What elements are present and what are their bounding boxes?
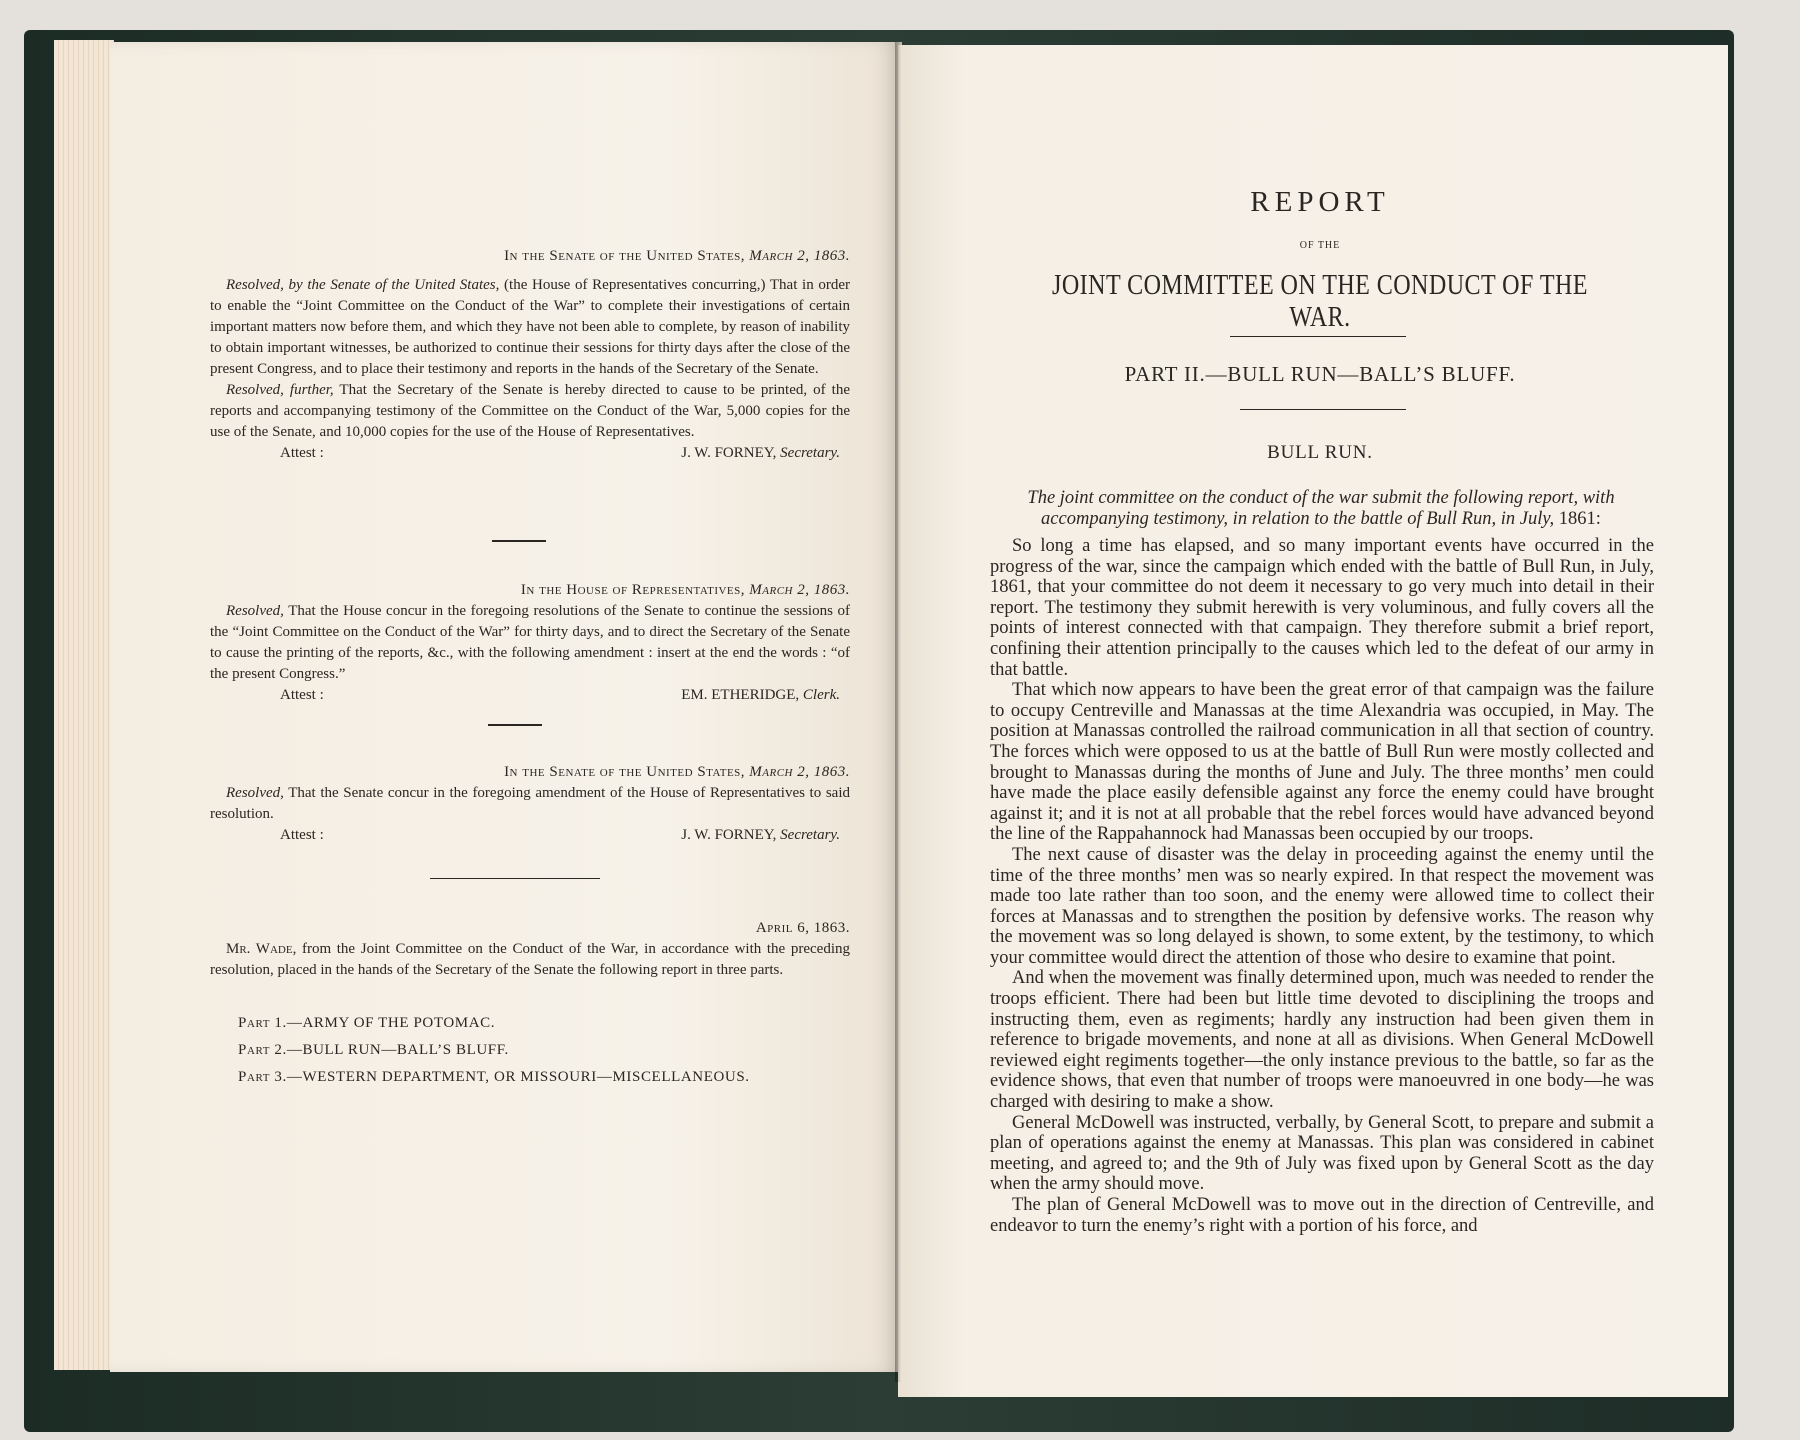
senate-attest: Attest : <box>280 445 324 461</box>
book-spine <box>895 42 901 1382</box>
concur-signature-title: Secretary. <box>780 827 840 843</box>
divider-2 <box>488 724 542 726</box>
house-attest: Attest : <box>280 687 324 703</box>
senate-signature-title: Secretary. <box>780 445 840 461</box>
senate-para2: That the Secretary of the Senate is hereby directed to cause to be printed, of the reports and accompanying testimony of the Committee on the Conduct of the War, 5,000 copies for the use of the Senate, and 10,000 copies for the use of the House of Representatives. <box>210 382 850 440</box>
house-resolution <box>210 580 850 706</box>
part-item <box>238 1064 750 1091</box>
concur-para: That the Senate concur in the foregoing amendment of the House of Representatives to said resolution. <box>210 785 850 822</box>
report-body <box>990 536 1654 1236</box>
senate-concur <box>210 762 850 846</box>
body-paragraph: That which now appears to have been the great error of that campaign was the failure to occupy Centreville and Manassas at the time Alexandria was occupied, in May. The position at Manassas controlled the railroad communication in all that section of country. The forces which were opposed to us at the battle of Bull Run were mostly collected and brought to Manassas during the months of June and July. The three months’ men could have made the place easily defensible against any force the enemy could have brought against it; and it is not at all probable that the rebel forces would have advanced beyond the line of the Rappahannock had Manassas been occupied by our troops. <box>990 680 1654 845</box>
parts-list <box>238 1010 750 1091</box>
part-item <box>238 1010 750 1037</box>
concur-attest-line <box>210 825 850 846</box>
report-title: REPORT <box>1250 186 1390 218</box>
body-paragraph: And when the movement was finally determined upon, much was needed to render the troops efficient. There had been but little time devoted to disciplining the troops and instructing them, even as regiments; hardly any instruction had been given them in reference to brigade movements, and none at all as divisions. When General McDowell reviewed eight regiments together—the only instance previous to the battle, so far as the evidence shows, that even that number of troops were manoeuvred in one body—he was charged with desiring to make a show. <box>990 968 1654 1113</box>
part-label: Part 3. <box>238 1069 287 1085</box>
body-paragraph: So long a time has elapsed, and so many important events have occurred in the progress of the war, since the campaign which ended with the battle of Bull Run, in July, 1861, that your committee do not deem it necessary to go very much into detail in their report. The testimony they submit herewith is very voluminous, and fully covers all the points of interest connected with that campaign. They therefore submit a brief report, confining their attention principally to the causes which led to the defeat of our army in that battle. <box>990 536 1654 680</box>
senate-para2-lead: Resolved, further, <box>226 382 334 398</box>
report-of-the: OF THE <box>1299 240 1341 251</box>
title-rule-2 <box>1240 409 1406 410</box>
wade-statement <box>210 918 850 981</box>
intro-year: 1861: <box>1558 509 1601 529</box>
house-signature-title: Clerk. <box>802 687 840 703</box>
wade-name: Mr. Wade, <box>226 941 297 957</box>
intro-text: The joint committee on the conduct of the war submit the following report, with accompanying testimony, in relation to the battle of Bull Run, in July, <box>1027 488 1615 529</box>
part-label: Part 2. <box>238 1042 287 1058</box>
senate-dateline: In the Senate of the United States, <box>504 248 746 264</box>
concur-attest: Attest : <box>280 827 324 843</box>
concur-para-lead: Resolved, <box>226 785 284 801</box>
part-title: —ARMY OF THE POTOMAC. <box>286 1015 496 1031</box>
concur-date: March 2, 1863. <box>749 764 850 780</box>
committee-title: JOINT COMMITTEE ON THE CONDUCT OF THE WAR. <box>1052 270 1588 333</box>
body-paragraph: The plan of General McDowell was to move out in the direction of Centreville, and endeavor to turn the enemy’s right with a portion of his force, and <box>990 1195 1654 1236</box>
senate-attest-line <box>210 443 850 464</box>
house-para: That the House concur in the foregoing resolutions of the Senate to continue the sessions of the “Joint Committee on the Conduct of the War” for thirty days, and to direct the Secretary of the Senate to cause the printing of the reports, &c., with the following amendment : insert at the end the words : “of the present Congress.” <box>210 603 850 682</box>
house-para-lead: Resolved, <box>226 603 284 619</box>
part-label: Part 1. <box>238 1015 287 1031</box>
senate-date: March 2, 1863. <box>749 248 850 264</box>
concur-signature: J. W. FORNEY, <box>681 827 777 843</box>
part-title: —WESTERN DEPARTMENT, OR MISSOURI—MISCELLANEOUS. <box>286 1069 750 1085</box>
part-heading: PART II.—BULL RUN—BALL’S BLUFF. <box>1124 362 1516 386</box>
body-paragraph: General McDowell was instructed, verbally, by General Scott, to prepare and submit a plan of operations against the enemy at Manassas. This plan was considered in cabinet meeting, and agreed to; and the 9th of July was fixed upon by General Scott as the day when the army should move. <box>990 1112 1654 1195</box>
house-signature: EM. ETHERIDGE, <box>681 687 800 703</box>
concur-dateline: In the Senate of the United States, <box>504 764 746 780</box>
title-rule-1 <box>1230 336 1406 337</box>
senate-para1: (the House of Representatives concurring,) That in order to enable the “Joint Committee on the Conduct of the War” to complete their investigations of certain important matters now before them, and which they have not been able to complete, by reason of inability to obtain important witnesses, be authorized to continue their sessions for thirty days after the close of the present Congress, and to place their testimony and reports in the hands of the Secretary of the Senate. <box>210 277 851 377</box>
divider-1 <box>492 540 546 542</box>
senate-signature: J. W. FORNEY, <box>681 445 777 461</box>
part-item <box>238 1037 750 1064</box>
house-date: March 2, 1863. <box>749 582 850 598</box>
section-heading: BULL RUN. <box>1267 442 1373 463</box>
house-dateline: In the House of Representatives, <box>520 582 746 598</box>
divider-3 <box>430 878 600 879</box>
part-title: —BULL RUN—BALL’S BLUFF. <box>286 1042 509 1058</box>
wade-text: from the Joint Committee on the Conduct of the War, in accordance with the preceding resolution, placed in the hands of the Secretary of the Senate the following report in three parts. <box>210 941 850 978</box>
senate-resolution <box>210 246 850 464</box>
left-page <box>110 42 902 1372</box>
wade-date: April 6, 1863. <box>755 920 850 936</box>
intro-statement <box>986 488 1656 530</box>
body-paragraph: The next cause of disaster was the delay in proceeding against the enemy until the time of the three months’ men was so nearly expired. In that respect the movement was made too late rather than too soon, and the enemy were allowed time to collect their forces at Manassas and to strengthen the position by defensive works. The reason why the movement was so long delayed is shown, to some extent, by the testimony, to which your committee would direct the attention of those who desire to examine that point. <box>990 844 1654 968</box>
senate-para1-lead: Resolved, by the Senate of the United States, <box>226 277 500 293</box>
page-edges <box>54 40 114 1370</box>
house-attest-line <box>210 685 850 706</box>
